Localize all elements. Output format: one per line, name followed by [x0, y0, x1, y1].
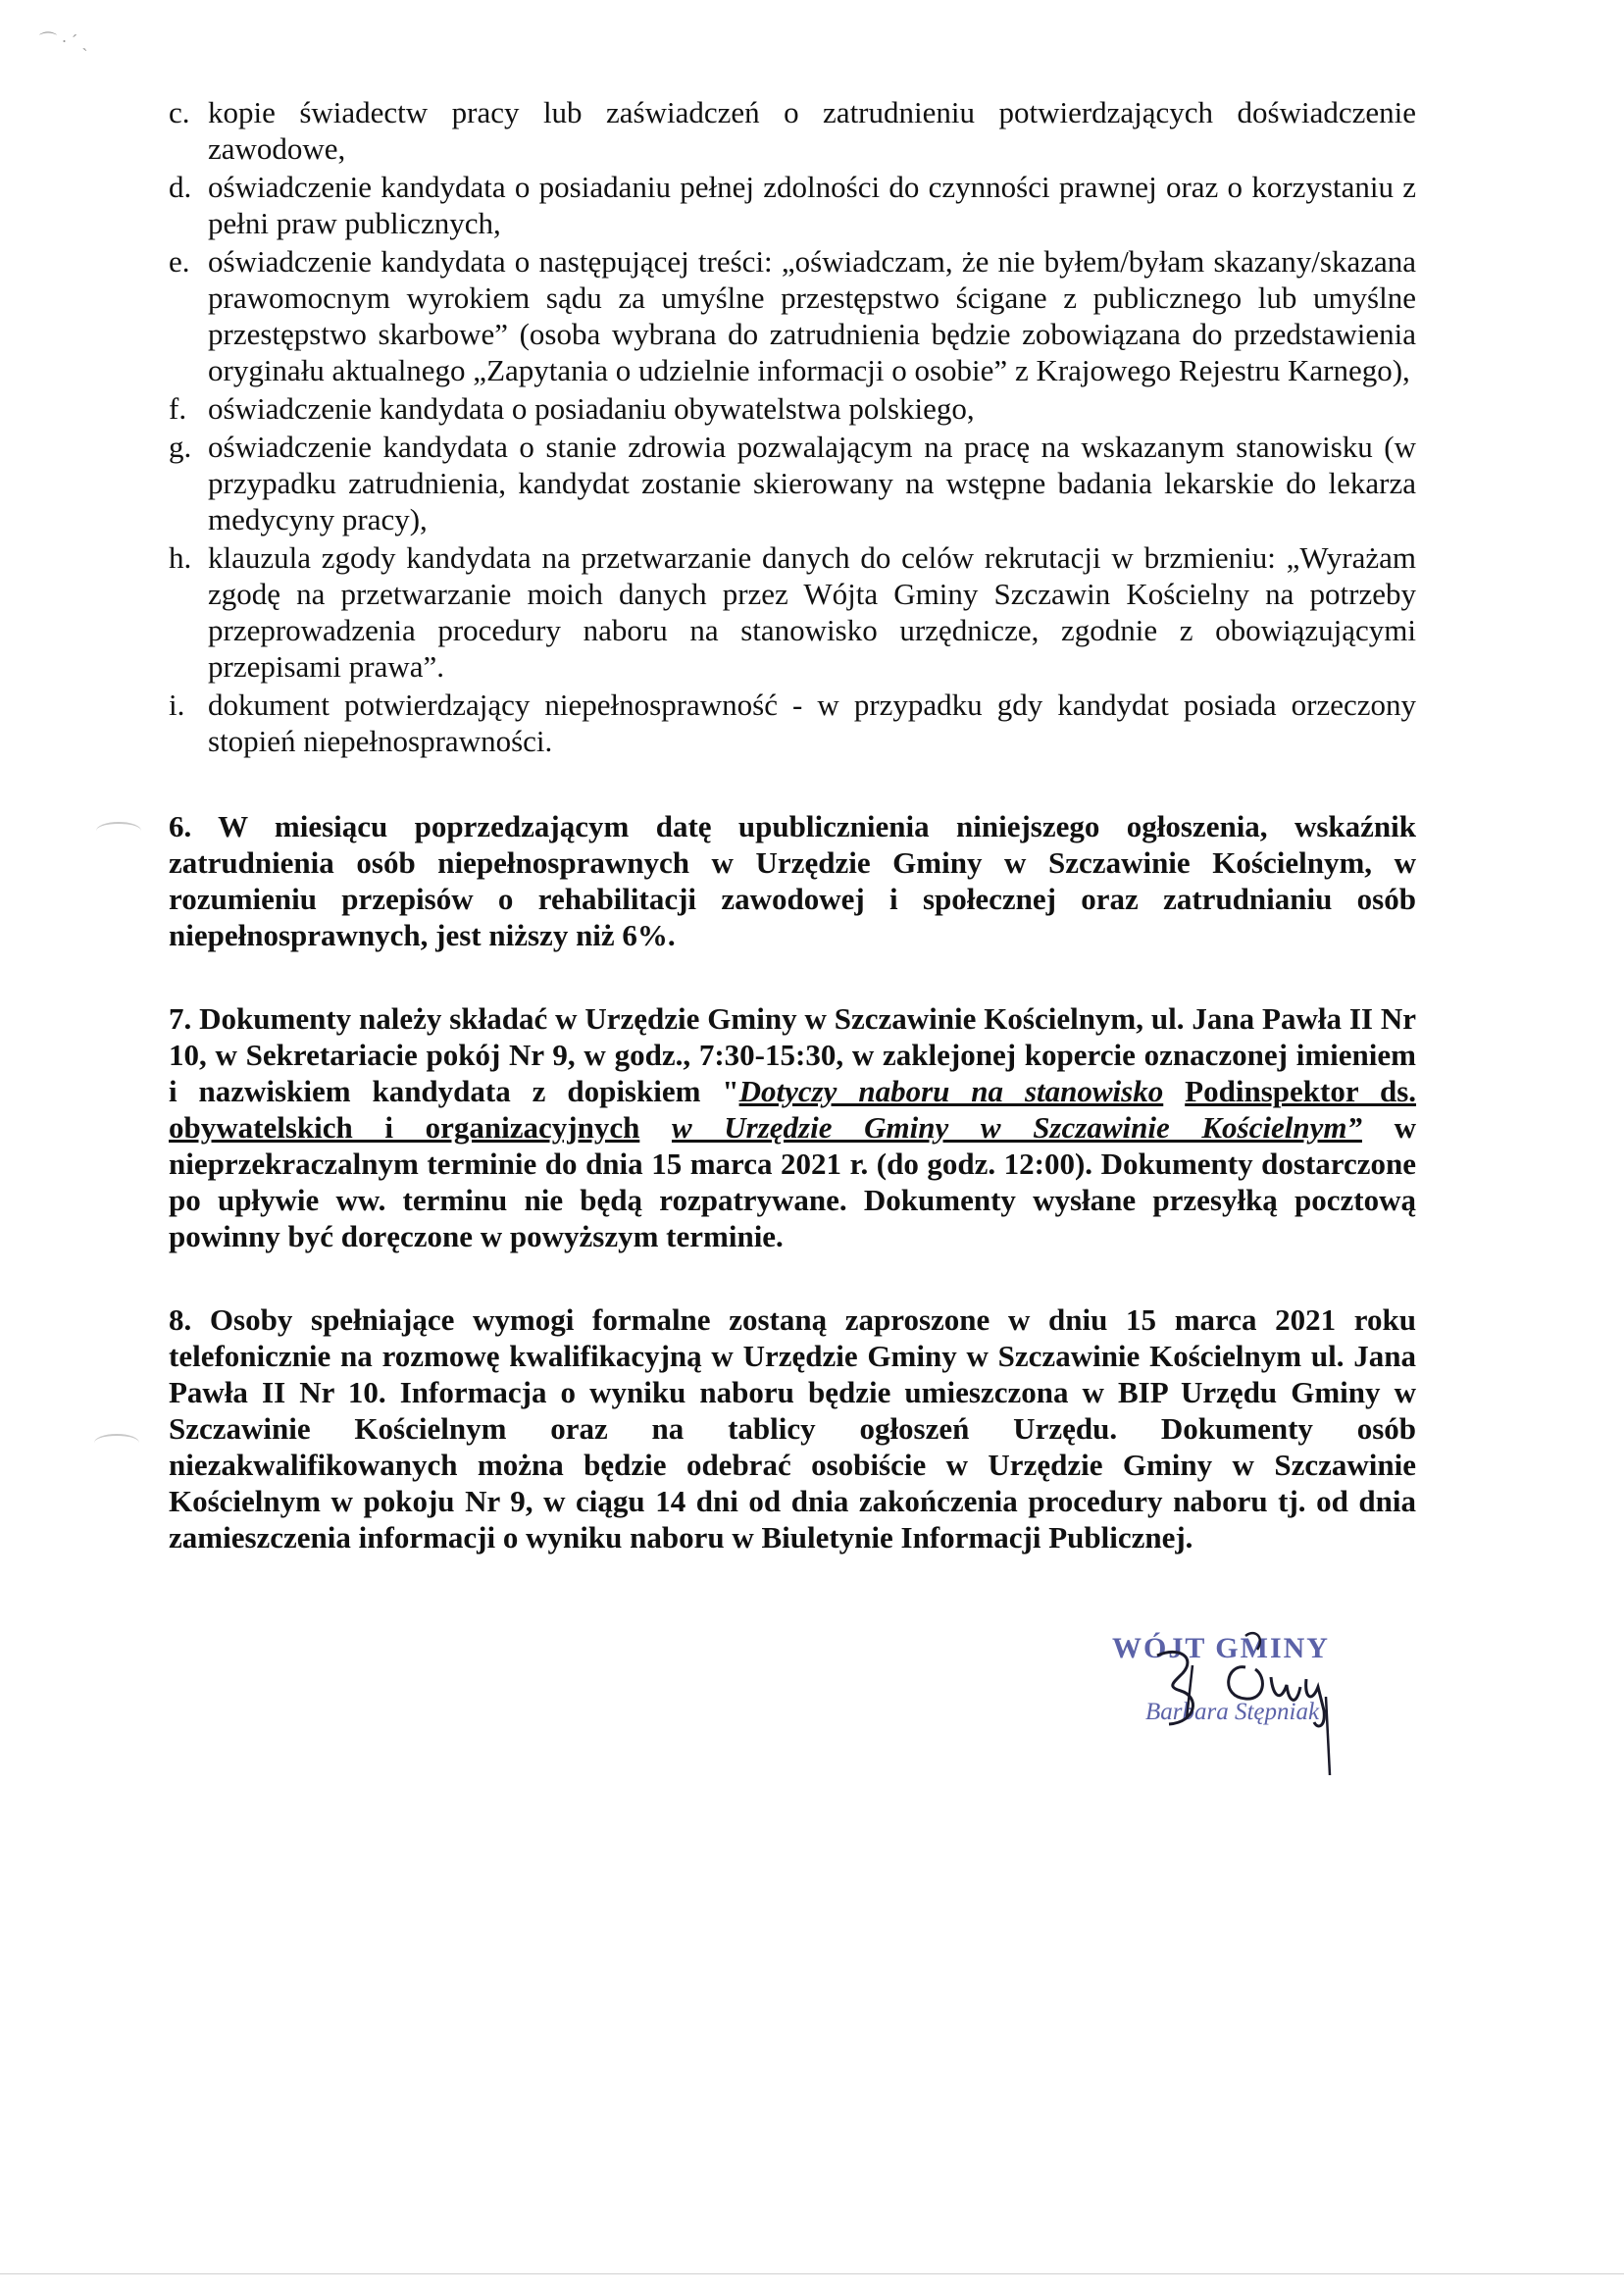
- list-letter: c.: [169, 95, 190, 129]
- requirements-list: [169, 94, 1416, 759]
- list-letter: g.: [169, 430, 192, 464]
- scan-artifact: [96, 822, 141, 840]
- list-item-text: oświadczenie kandydata o posiadaniu pełnej zdolności do czynności prawnej oraz o korzystaniu z pełni praw publicznych,: [208, 170, 1416, 240]
- list-item: [169, 539, 1416, 685]
- paragraph-6: 6. W miesiącu poprzedzającym datę upublicznienia niniejszego ogłoszenia, wskaźnik zatrudnienia osób niepełnosprawnych w Urzędzie Gminy w Szczawinie Kościelnym, w rozumieniu przepisów o rehabilitacji zawodowej i społecznej oraz zatrudnianiu osób niepełnosprawnych, jest niższy niż 6%.: [169, 809, 1416, 952]
- spacer: [639, 1110, 672, 1145]
- list-letter: h.: [169, 540, 192, 575]
- stamp-title: WÓJT GMINY: [1112, 1632, 1330, 1664]
- list-item-text: oświadczenie kandydata o posiadaniu obywatelstwa polskiego,: [208, 391, 975, 426]
- list-item: [169, 687, 1416, 759]
- list-letter: d.: [169, 170, 192, 204]
- list-letter: i.: [169, 688, 185, 722]
- scan-artifact: [94, 1434, 139, 1452]
- list-item: [169, 429, 1416, 537]
- underlined-position-name: Podinspektor ds. obywatelskich i organizacyjnych: [169, 1074, 1417, 1145]
- paragraph-8: 8. Osoby spełniające wymogi formalne zostaną zaproszone w dniu 15 marca 2021 roku telefonicznie na rozmowę kwalifikacyjną w Urzędzie Gminy w Szczawinie Kościelnym ul. Jana Pawła II Nr 10. Informacja o wyniku naboru będzie umieszczona w BIP Urzędu Gminy w Szczawinie Kościelnym oraz na tablicy ogłoszeń Urzędu. Dokumenty osób niezakwalifikowanych można będzie odebrać osobiście w Urzędzie Gminy w Szczawinie Kościelnym w pokoju Nr 9, w ciągu 14 dni od dnia zakończenia procedury naboru tj. od dnia zamieszczenia informacji o wyniku naboru w Biuletynie Informacji Publicznej.: [169, 1302, 1416, 1555]
- list-item: [169, 243, 1416, 388]
- document-body: [169, 94, 1416, 1555]
- paragraph-7-text-end: w nieprzekraczalnym terminie do dnia 15 marca 2021 r. (do godz. 12:00). Dokumenty dostarczone po upływie ww. terminu nie będą rozpatrywane. Dokumenty wysłane przesyłką pocztową powinny być doręczone w powyższym terminie.: [169, 1110, 1416, 1253]
- list-item-text: oświadczenie kandydata o następującej treści: „oświadczam, że nie byłem/byłam skazany/skazana prawomocnym wyrokiem sądu za umyślne przestępstwo ścigane z publicznego lub umyślne przestępstwo skarbowe” (osoba wybrana do zatrudnienia będzie zobowiązana do przedstawienia oryginału aktualnego „Zapytania o udzielnie informacji o osobie” z Krajowego Rejestru Karnego),: [208, 244, 1416, 387]
- list-letter: f.: [169, 391, 187, 426]
- handwritten-signature: [1098, 1628, 1393, 1805]
- list-item-text: oświadczenie kandydata o stanie zdrowia pozwalającym na pracę na wskazanym stanowisku (w przypadku zatrudnienia, kandydat zostanie skierowany na wstępne badania lekarskie do lekarza medycyny pracy),: [208, 430, 1416, 536]
- list-letter: e.: [169, 244, 190, 279]
- list-item: [169, 390, 1416, 427]
- list-item-text: kopie świadectw pracy lub zaświadczeń o zatrudnieniu potwierdzających doświadczenie zawodowe,: [208, 95, 1416, 166]
- list-item: [169, 169, 1416, 241]
- list-item: [169, 94, 1416, 167]
- underlined-note: Dotyczy naboru na stanowisko: [738, 1074, 1164, 1108]
- paragraph-7-text: 7. Dokumenty należy składać w Urzędzie Gminy w Szczawinie Kościelnym, ul. Jana Pawła II Nr 10, w Sekretariacie pokój Nr 9, w godz., 7:30-15:30, w zaklejonej kopercie oznaczonej imieniem i nazwiskiem kandydata z dopiskiem ": [169, 1001, 1416, 1108]
- list-item-text: dokument potwierdzający niepełnosprawność - w przypadku gdy kandydat posiada orzeczony stopień niepełnosprawności.: [208, 688, 1416, 758]
- stamp-name: Barbara Stępniak: [1145, 1699, 1320, 1725]
- scan-artifact: ⌒ · ˊ ˎ: [39, 31, 88, 51]
- underlined-office-name: w Urzędzie Gminy w Szczawinie Kościelnym”: [671, 1110, 1362, 1145]
- scan-edge: [0, 2273, 1624, 2274]
- paragraph-7: [169, 1000, 1416, 1254]
- list-item-text: klauzula zgody kandydata na przetwarzanie danych do celów rekrutacji w brzmieniu: „Wyrażam zgodę na przetwarzanie moich danych przez Wójta Gminy Szczawin Kościelny na potrzeby przeprowadzenia procedury naboru na stanowisko urzędnicze, zgodnie z obowiązującymi przepisami prawa”.: [208, 540, 1416, 684]
- official-stamp: [1098, 1628, 1393, 1805]
